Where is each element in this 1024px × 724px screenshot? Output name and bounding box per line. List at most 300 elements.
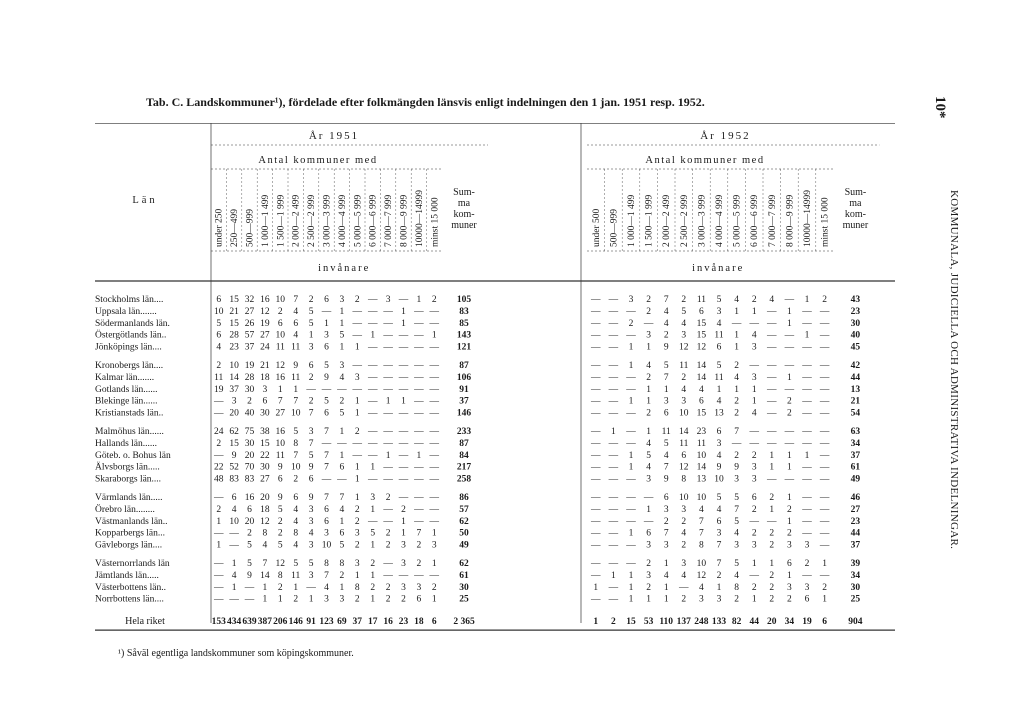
- unit-1951: invånare: [318, 263, 371, 274]
- cell-1952: 1: [611, 570, 616, 581]
- cell-1952: 6: [751, 493, 757, 503]
- total-cell-1952: 82: [731, 617, 742, 628]
- cell-1952: —: [767, 427, 777, 437]
- cell-1951: —: [337, 474, 347, 485]
- cell-1952: —: [608, 438, 619, 449]
- cell-1952: 11: [714, 330, 724, 341]
- column-header-1951: 2 000—2 499: [291, 194, 302, 247]
- cell-1952: 7: [734, 504, 739, 515]
- cell-1951: —: [398, 427, 409, 437]
- cell-1952: 2: [734, 450, 739, 461]
- cell-1952: 1: [628, 528, 634, 539]
- cell-1951: —: [429, 396, 440, 407]
- cell-1952: —: [626, 330, 636, 341]
- cell-1951: 3: [354, 372, 360, 383]
- cell-1951: —: [352, 384, 363, 395]
- cell-1951: 1: [339, 450, 345, 461]
- cell-1951: —: [352, 306, 363, 317]
- county-name: Östergötlands län..: [95, 330, 167, 341]
- sum-1952: 37: [850, 450, 861, 461]
- sum-1951: 91: [459, 384, 469, 395]
- cell-1951: 16: [244, 493, 255, 503]
- total-label: Hela riket: [125, 616, 165, 628]
- cell-1952: 4: [699, 384, 704, 395]
- county-name: Norrbottens län....: [95, 594, 164, 605]
- cell-1952: 13: [714, 408, 724, 419]
- cell-1952: —: [591, 450, 601, 461]
- cell-1951: 1: [308, 594, 314, 605]
- cell-1951: —: [398, 372, 409, 383]
- cell-1952: 2: [716, 570, 722, 581]
- cell-1951: 2: [416, 540, 422, 551]
- cell-1951: 5: [370, 528, 376, 539]
- cell-1952: 3: [663, 540, 669, 551]
- column-header-1952: 10000—14999: [803, 190, 813, 247]
- cell-1951: 9: [247, 570, 252, 581]
- cell-1951: 7: [324, 493, 329, 503]
- cell-1951: 3: [354, 528, 360, 539]
- cell-1952: 1: [751, 384, 757, 395]
- cell-1952: —: [802, 570, 812, 581]
- cell-1951: —: [306, 582, 316, 593]
- cell-1951: 3: [324, 528, 329, 539]
- cell-1952: —: [749, 438, 759, 449]
- county-name: Jämtlands län.....: [95, 570, 159, 581]
- cell-1952: 4: [646, 462, 651, 473]
- column-header-1951: 3 000—3 999: [322, 194, 333, 247]
- cell-1952: 6: [787, 559, 792, 569]
- cell-1952: 1: [628, 594, 634, 605]
- cell-1951: 8: [262, 528, 268, 539]
- cell-1952: 7: [716, 540, 722, 551]
- cell-1952: 3: [787, 540, 792, 551]
- cell-1951: —: [367, 295, 378, 305]
- cell-1951: —: [367, 516, 378, 527]
- cell-1952: —: [802, 372, 812, 383]
- cell-1952: —: [591, 330, 601, 341]
- cell-1952: —: [608, 408, 619, 419]
- cell-1952: 1: [628, 450, 634, 461]
- cell-1952: 1: [751, 396, 757, 407]
- cell-1952: 6: [663, 493, 669, 503]
- column-header-1951: minst 15 000: [430, 197, 441, 247]
- cell-1952: 5: [734, 493, 739, 503]
- cell-1952: —: [819, 361, 830, 371]
- cell-1952: 4: [751, 408, 757, 419]
- county-name: Gävleborgs län....: [95, 540, 163, 551]
- cell-1952: —: [767, 342, 777, 353]
- cell-1952: —: [767, 384, 777, 395]
- cell-1952: 7: [699, 516, 704, 527]
- county-name: Västerbottens län..: [95, 582, 166, 593]
- table-title: Tab. C. Landskommuner¹), fördelade efter folkmängden länsvis enligt indelningen den 1 jan. 1951 resp. 1952.: [146, 95, 705, 109]
- cell-1952: 4: [681, 384, 687, 395]
- cell-1951: 6: [247, 504, 252, 515]
- sum-1951: 105: [456, 295, 472, 305]
- county-name: Gotlands län......: [95, 384, 158, 395]
- cell-1951: —: [429, 306, 440, 317]
- cell-1951: —: [414, 474, 424, 485]
- cell-1952: 10: [714, 474, 724, 485]
- cell-1951: 15: [229, 438, 239, 449]
- cell-1952: 12: [696, 570, 707, 581]
- cell-1952: —: [591, 306, 601, 317]
- cell-1952: —: [591, 504, 601, 515]
- cell-1951: 4: [293, 504, 299, 515]
- cell-1951: 15: [260, 438, 270, 449]
- sum-1951: 61: [459, 570, 469, 581]
- cell-1952: 3: [699, 594, 704, 605]
- cell-1952: 1: [663, 594, 669, 605]
- total-sum-1951: 2 365: [453, 617, 475, 628]
- cell-1951: 6: [231, 493, 237, 503]
- sum-1952: 21: [850, 396, 861, 407]
- cell-1952: 7: [734, 427, 739, 437]
- cell-1951: —: [367, 438, 378, 449]
- cell-1952: 7: [663, 372, 669, 383]
- cell-1951: 2: [339, 570, 345, 581]
- cell-1951: —: [414, 361, 424, 371]
- cell-1952: —: [608, 372, 619, 383]
- cell-1951: 6: [216, 295, 222, 305]
- column-header-1952: 5 000—5 999: [732, 194, 743, 247]
- cell-1952: —: [608, 540, 619, 551]
- cell-1952: 2: [681, 372, 687, 383]
- cell-1952: 12: [679, 462, 689, 473]
- cell-1952: 2: [751, 295, 757, 305]
- cell-1951: 40: [244, 408, 255, 419]
- cell-1952: —: [802, 528, 812, 539]
- cell-1952: —: [626, 427, 636, 437]
- cell-1952: —: [591, 540, 601, 551]
- cell-1952: 10: [696, 493, 707, 503]
- cell-1952: 2: [787, 408, 792, 419]
- cell-1951: 6: [293, 493, 299, 503]
- cell-1951: 11: [291, 570, 301, 581]
- cell-1951: 8: [293, 528, 299, 539]
- cell-1951: —: [383, 330, 393, 341]
- cell-1952: 15: [696, 330, 707, 341]
- cell-1952: 3: [716, 528, 722, 539]
- cell-1952: 9: [734, 462, 739, 473]
- cell-1952: —: [749, 318, 759, 329]
- cell-1952: 2: [769, 540, 775, 551]
- cell-1951: —: [414, 408, 424, 419]
- total-cell-1952: 1: [593, 617, 599, 628]
- county-name: Älvsborgs län.....: [95, 462, 160, 473]
- sum-1952: 25: [850, 594, 861, 605]
- cell-1952: 2: [787, 504, 792, 515]
- cell-1951: 2: [354, 540, 360, 551]
- cell-1951: —: [414, 462, 424, 473]
- cell-1951: —: [383, 318, 393, 329]
- cell-1952: 2: [751, 504, 757, 515]
- cell-1951: 2: [216, 504, 222, 515]
- cell-1951: 24: [213, 427, 224, 437]
- cell-1951: —: [429, 408, 440, 419]
- cell-1951: —: [429, 516, 440, 527]
- cell-1951: 7: [324, 427, 329, 437]
- cell-1951: 16: [275, 372, 286, 383]
- cell-1952: 6: [699, 306, 704, 317]
- cell-1951: —: [213, 570, 224, 581]
- cell-1952: 3: [681, 330, 687, 341]
- cell-1951: 1: [431, 330, 437, 341]
- cell-1952: 2: [769, 528, 775, 539]
- cell-1952: —: [802, 361, 812, 371]
- cell-1952: —: [802, 318, 812, 329]
- total-cell-1951: 206: [273, 617, 288, 628]
- cell-1952: —: [591, 516, 601, 527]
- cell-1951: 1: [354, 570, 360, 581]
- total-cell-1951: 123: [319, 617, 334, 628]
- cell-1951: 1: [354, 462, 360, 473]
- cell-1951: 6: [262, 396, 268, 407]
- cell-1951: 1: [354, 342, 360, 353]
- cell-1951: 11: [291, 372, 301, 383]
- cell-1951: 20: [260, 493, 270, 503]
- cell-1951: 1: [339, 427, 345, 437]
- cell-1952: 5: [734, 516, 739, 527]
- cell-1952: —: [802, 493, 812, 503]
- cell-1951: 2: [216, 438, 222, 449]
- cell-1951: 14: [260, 570, 270, 581]
- cell-1951: 11: [214, 372, 224, 383]
- cell-1952: 1: [646, 396, 651, 407]
- cell-1951: 1: [401, 528, 406, 539]
- sum-1951: 62: [459, 559, 469, 569]
- cell-1952: 5: [646, 450, 651, 461]
- cell-1951: 1: [416, 450, 422, 461]
- cell-1951: —: [383, 306, 393, 317]
- cell-1952: 1: [628, 582, 634, 593]
- cell-1952: 1: [628, 396, 634, 407]
- cell-1951: 2: [385, 540, 391, 551]
- cell-1952: 2: [646, 408, 651, 419]
- county-name: Uppsala län.......: [95, 306, 157, 317]
- cell-1951: 9: [308, 493, 314, 503]
- cell-1951: 1: [416, 295, 422, 305]
- cell-1952: 2: [663, 330, 669, 341]
- cell-1951: 6: [308, 361, 314, 371]
- cell-1951: 1: [339, 318, 345, 329]
- cell-1951: —: [398, 570, 409, 581]
- sum-1951: 87: [459, 361, 469, 371]
- cell-1952: —: [819, 427, 830, 437]
- cell-1951: 2: [277, 528, 283, 539]
- sum-1951: 85: [459, 318, 469, 329]
- cell-1951: 1: [262, 594, 268, 605]
- cell-1951: —: [306, 384, 316, 395]
- cell-1952: —: [626, 372, 636, 383]
- cell-1952: 3: [681, 504, 687, 515]
- cell-1951: 3: [416, 582, 422, 593]
- cell-1952: —: [819, 330, 830, 341]
- cell-1952: 11: [696, 438, 706, 449]
- cell-1952: —: [608, 504, 619, 515]
- cell-1951: 2: [293, 594, 299, 605]
- cell-1952: 1: [787, 493, 792, 503]
- cell-1951: 19: [213, 384, 224, 395]
- cell-1951: 75: [244, 427, 255, 437]
- sum-1952: 45: [850, 342, 861, 353]
- cell-1951: —: [429, 493, 440, 503]
- cell-1951: 2: [308, 396, 314, 407]
- unit-1952: invånare: [692, 263, 745, 274]
- cell-1951: 2: [385, 594, 391, 605]
- cell-1952: 3: [646, 474, 651, 485]
- cell-1951: —: [213, 594, 224, 605]
- cell-1951: 20: [244, 450, 255, 461]
- cell-1952: 5: [663, 361, 669, 371]
- cell-1951: —: [398, 384, 409, 395]
- cell-1952: —: [591, 361, 601, 371]
- cell-1951: 8: [339, 559, 345, 569]
- cell-1952: 1: [646, 504, 651, 515]
- cell-1952: 2: [734, 361, 739, 371]
- cell-1951: —: [352, 318, 363, 329]
- cell-1952: 3: [787, 582, 792, 593]
- sum-1951: 143: [456, 330, 472, 341]
- cell-1951: —: [321, 306, 332, 317]
- cell-1952: 3: [663, 396, 669, 407]
- sum-1952: 37: [850, 540, 861, 551]
- cell-1952: —: [608, 474, 619, 485]
- cell-1951: —: [367, 474, 378, 485]
- cell-1952: 1: [822, 559, 827, 569]
- cell-1951: —: [383, 342, 393, 353]
- cell-1951: —: [414, 493, 424, 503]
- cell-1951: 7: [262, 559, 268, 569]
- cell-1951: —: [429, 438, 440, 449]
- cell-1951: 9: [308, 462, 314, 473]
- cell-1952: 7: [663, 528, 669, 539]
- cell-1951: 48: [213, 474, 224, 485]
- cell-1952: 11: [661, 427, 671, 437]
- cell-1952: 3: [681, 559, 687, 569]
- cell-1951: 6: [324, 295, 329, 305]
- cell-1951: 5: [247, 540, 252, 551]
- cell-1951: 7: [324, 570, 329, 581]
- cell-1952: —: [643, 516, 654, 527]
- stub-header: Län: [132, 195, 158, 206]
- cell-1952: —: [679, 582, 689, 593]
- cell-1951: 16: [260, 295, 270, 305]
- cell-1951: 9: [324, 372, 329, 383]
- cell-1951: 4: [293, 330, 299, 341]
- cell-1952: —: [626, 559, 636, 569]
- subhead-1952: Antal kommuner med: [645, 155, 765, 166]
- cell-1951: 4: [216, 342, 222, 353]
- cell-1951: 1: [339, 342, 345, 353]
- cell-1952: 2: [822, 295, 827, 305]
- total-cell-1951: 146: [288, 617, 303, 628]
- cell-1952: —: [819, 570, 830, 581]
- cell-1952: 4: [646, 361, 651, 371]
- cell-1951: 7: [293, 450, 299, 461]
- cell-1952: 1: [663, 582, 669, 593]
- sum-1951: 37: [459, 396, 469, 407]
- cell-1951: —: [213, 408, 224, 419]
- cell-1951: 1: [401, 396, 406, 407]
- column-header-1952: 2 000—2 499: [662, 194, 673, 247]
- sum-1951: 106: [456, 372, 472, 383]
- cell-1951: 5: [339, 330, 345, 341]
- column-header-1951: 8 000—9 999: [399, 194, 410, 247]
- cell-1952: 1: [628, 342, 634, 353]
- sum-header-1952: Sum-: [844, 187, 867, 198]
- cell-1951: 9: [277, 462, 283, 473]
- total-cell-1952: 20: [767, 617, 777, 628]
- cell-1951: 6: [324, 408, 329, 419]
- cell-1952: —: [802, 306, 812, 317]
- footnote: ¹) Såväl egentliga landskommuner som köpingskommuner.: [118, 648, 354, 659]
- cell-1952: 2: [787, 528, 792, 539]
- sum-1952: 30: [850, 582, 861, 593]
- cell-1951: —: [398, 450, 409, 461]
- cell-1951: 5: [247, 559, 252, 569]
- total-cell-1951: 91: [306, 617, 316, 628]
- cell-1951: 6: [416, 594, 422, 605]
- cell-1952: —: [626, 438, 636, 449]
- cell-1952: 3: [716, 594, 722, 605]
- cell-1951: 26: [244, 318, 255, 329]
- cell-1952: 1: [787, 306, 792, 317]
- cell-1951: 2: [401, 504, 406, 515]
- column-header-1952: 4 000—4 999: [715, 194, 725, 247]
- cell-1951: 2: [401, 594, 406, 605]
- cell-1951: 6: [277, 318, 283, 329]
- county-name: Örebro län........: [95, 504, 155, 515]
- cell-1952: 5: [681, 306, 687, 317]
- cell-1951: —: [213, 493, 224, 503]
- cell-1952: 13: [696, 474, 707, 485]
- cell-1951: —: [367, 342, 378, 353]
- cell-1951: —: [383, 408, 393, 419]
- cell-1952: 2: [769, 493, 775, 503]
- cell-1952: 1: [769, 462, 775, 473]
- cell-1951: 22: [213, 462, 224, 473]
- cell-1952: 3: [734, 540, 739, 551]
- cell-1952: 3: [804, 582, 810, 593]
- sum-1952: 44: [850, 372, 861, 383]
- cell-1952: —: [767, 330, 777, 341]
- cell-1952: —: [591, 295, 601, 305]
- cell-1951: —: [429, 570, 440, 581]
- sum-1951: 62: [459, 516, 469, 527]
- cell-1952: —: [608, 396, 619, 407]
- cell-1951: —: [429, 427, 440, 437]
- sum-1951: 258: [456, 474, 472, 485]
- cell-1952: 1: [611, 427, 616, 437]
- cell-1951: —: [383, 438, 393, 449]
- cell-1951: 1: [339, 516, 345, 527]
- cell-1952: 14: [696, 462, 707, 473]
- cell-1951: 1: [216, 516, 222, 527]
- cell-1951: 7: [416, 528, 422, 539]
- sum-header-1951: kom-: [453, 209, 475, 220]
- county-name: Värmlands län.....: [95, 493, 163, 503]
- column-header-1952: 3 000—3 999: [697, 194, 708, 247]
- cell-1952: 2: [646, 582, 651, 593]
- cell-1952: —: [784, 330, 795, 341]
- cell-1951: 1: [308, 330, 314, 341]
- cell-1951: 6: [324, 342, 329, 353]
- cell-1951: 3: [370, 493, 376, 503]
- sum-1952: 54: [850, 408, 861, 419]
- cell-1951: 2: [370, 559, 376, 569]
- cell-1951: —: [352, 450, 363, 461]
